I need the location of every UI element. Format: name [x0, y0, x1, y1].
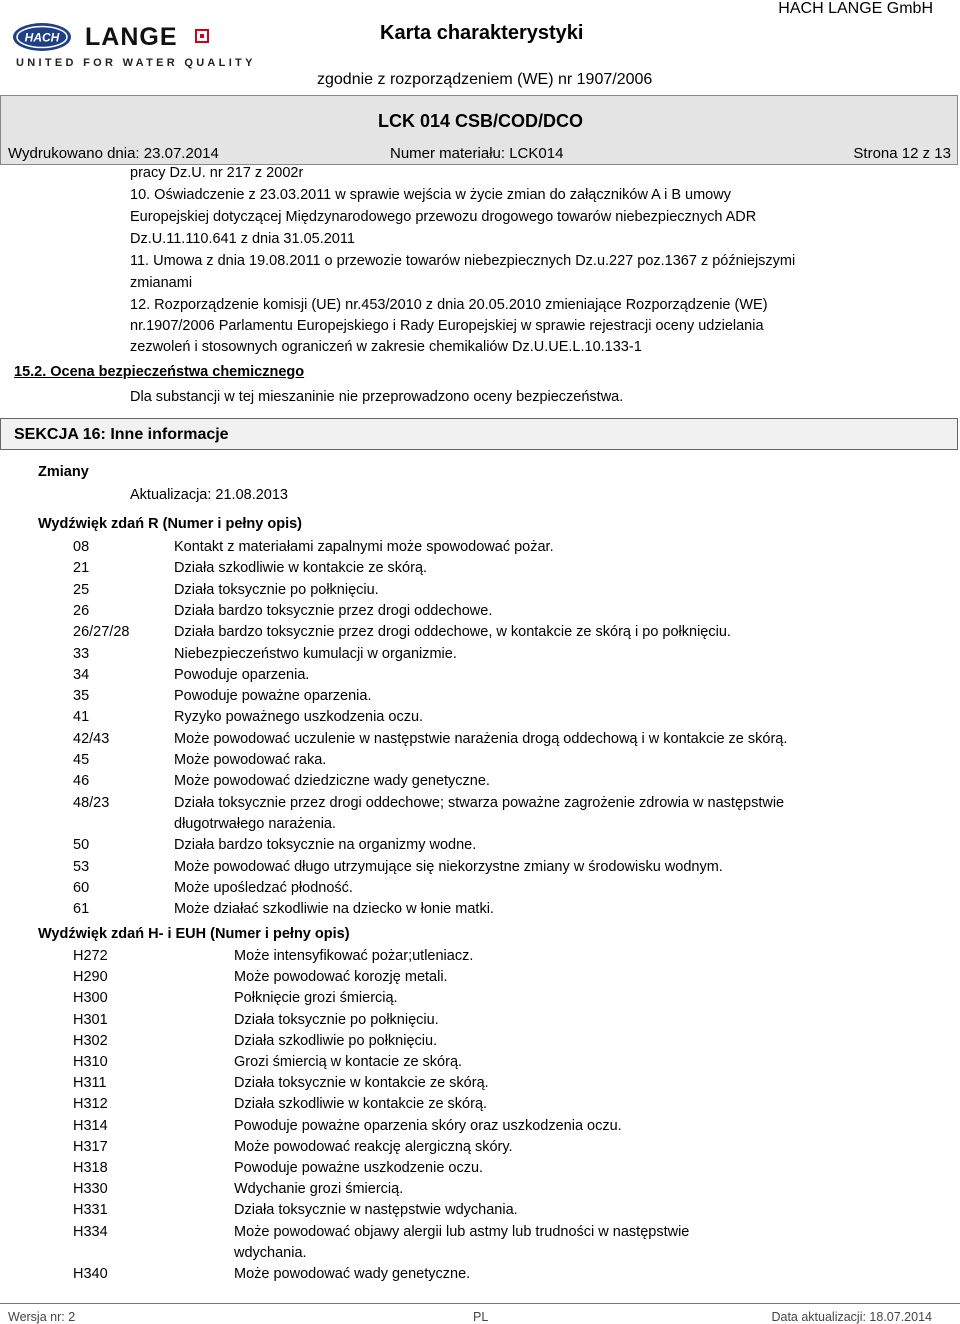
- safety-heading: 15.2. Ocena bezpieczeństwa chemicznego: [14, 364, 305, 380]
- legal-line: zmianami: [130, 275, 193, 291]
- phrase-text: Powoduje poważne oparzenia skóry oraz uszkodzenia oczu.: [234, 1117, 622, 1134]
- phrase-text: Działa toksycznie w kontakcie ze skórą.: [234, 1075, 489, 1092]
- hach-logo-text: HACH: [24, 30, 60, 45]
- phrase-code: H334: [73, 1223, 108, 1240]
- phrase-text: Działa bardzo toksycznie przez drogi oddechowe, w kontakcie ze skórą i po połknięciu.: [174, 624, 731, 641]
- phrase-text: Kontakt z materiałami zapalnymi może spowodować pożar.: [174, 539, 554, 555]
- legal-line: Europejskiej dotyczącej Międzynarodowego przewozu drogowego towarów niebezpiecznych ADR: [130, 209, 757, 225]
- phrase-code: 33: [73, 645, 90, 662]
- legal-line: 12. Rozporządzenie komisji (UE) nr.453/2010 z dnia 20.05.2010 zmieniające Rozporządzenie (WE): [130, 297, 768, 313]
- legal-line: 10. Oświadczenie z 23.03.2011 w sprawie wejścia w życie zmian do załączników A i B umowy: [130, 187, 731, 203]
- phrase-text: Działa szkodliwie po połknięciu.: [234, 1032, 438, 1049]
- phrase-text: Działa toksycznie po połknięciu.: [174, 581, 379, 598]
- phrase-text: Może powodować dziedziczne wady genetyczne.: [174, 773, 490, 790]
- phrase-code: 53: [73, 858, 90, 875]
- phrase-code: 61: [73, 901, 90, 918]
- phrase-code: H272: [73, 948, 108, 964]
- phrase-text: Grozi śmiercią w kontacie ze skórą.: [234, 1054, 463, 1070]
- phrase-text: Działa bardzo toksycznie przez drogi oddechowe.: [174, 602, 493, 619]
- phrase-code: H310: [73, 1054, 108, 1070]
- phrase-code: H302: [73, 1032, 108, 1049]
- phrase-code: H312: [73, 1096, 108, 1113]
- legal-line: zezwoleń i stosownych ograniczeń w zakresie chemikaliów Dz.U.UE.L.10.133-1: [130, 339, 642, 355]
- phrase-code: H301: [73, 1011, 108, 1028]
- phrase-code: 42/43: [73, 730, 110, 747]
- phrase-text: Wdychanie grozi śmiercią.: [234, 1181, 404, 1198]
- footer-language: PL: [473, 1310, 489, 1324]
- phrase-text: Ryzyko poważnego uszkodzenia oczu.: [174, 709, 424, 726]
- phrase-text: Może powodować objawy alergii lub astmy lub trudności w następstwie: [234, 1223, 690, 1240]
- phrase-code: 41: [73, 709, 90, 726]
- phrase-code: H300: [73, 990, 108, 1007]
- section-title: SEKCJA 16: Inne informacje: [14, 426, 229, 443]
- tagline: UNITED FOR WATER QUALITY: [16, 57, 256, 69]
- phrase-code: 25: [73, 581, 90, 598]
- phrase-code: 50: [73, 837, 90, 854]
- page-number: Strona 12 z 13: [853, 145, 951, 162]
- footer-divider: [0, 1303, 960, 1304]
- phrase-text: Może intensyfikować pożar;utleniacz.: [234, 948, 474, 964]
- phrase-text: Działa toksycznie w następstwie wdychania.: [234, 1202, 518, 1219]
- phrase-text-continued: wdychania.: [234, 1244, 307, 1261]
- phrase-code: H314: [73, 1117, 108, 1134]
- phrase-code: 60: [73, 879, 90, 896]
- changes-label: Zmiany: [38, 464, 89, 480]
- regulation-subtitle: zgodnie z rozporządzeniem (WE) nr 1907/2006: [317, 71, 653, 88]
- phrase-text: Powoduje poważne oparzenia.: [174, 688, 372, 705]
- phrase-text: Może powodować raka.: [174, 752, 327, 768]
- legal-line: nr.1907/2006 Parlamentu Europejskiego i Rady Europejskiej w sprawie rejestracji oceny udzielania: [130, 318, 764, 334]
- phrase-code: H311: [73, 1075, 107, 1092]
- phrase-code: 48/23: [73, 794, 110, 811]
- phrase-code: 26: [73, 602, 90, 619]
- legal-line: 11. Umowa z dnia 19.08.2011 o przewozie towarów niebezpiecznych Dz.u.227 poz.1367 z późniejszymi: [130, 253, 796, 269]
- phrase-text: Połknięcie grozi śmiercią.: [234, 990, 398, 1007]
- phrase-text: Działa szkodliwie w kontakcie ze skórą.: [234, 1096, 488, 1113]
- phrase-text: Niebezpieczeństwo kumulacji w organizmie.: [174, 645, 457, 662]
- h-phrases-heading: Wydźwięk zdań H- i EUH (Numer i pełny opis): [38, 926, 350, 942]
- phrase-text: Może powodować wady genetyczne.: [234, 1266, 471, 1282]
- phrase-text: Może upośledzać płodność.: [174, 879, 353, 896]
- legal-line: pracy Dz.U. nr 217 z 2002r: [130, 165, 304, 181]
- phrase-code: H330: [73, 1181, 108, 1198]
- phrase-text: Działa szkodliwie w kontakcie ze skórą.: [174, 560, 428, 577]
- company-name: HACH LANGE GmbH: [778, 0, 933, 17]
- update-date: Aktualizacja: 21.08.2013: [130, 487, 288, 503]
- phrase-code: H290: [73, 969, 108, 986]
- phrase-text: Może powodować długo utrzymujące się niekorzystne zmiany w środowisku wodnym.: [174, 858, 723, 875]
- phrase-code: 46: [73, 773, 90, 790]
- legal-line: Dz.U.11.110.641 z dnia 31.05.2011: [130, 231, 355, 247]
- phrase-text: Może działać szkodliwie na dziecko w łonie matki.: [174, 901, 494, 918]
- printed-date: Wydrukowano dnia: 23.07.2014: [8, 145, 219, 162]
- phrase-text: Powoduje poważne uszkodzenie oczu.: [234, 1160, 484, 1176]
- phrase-text: Działa toksycznie po połknięciu.: [234, 1011, 439, 1028]
- safety-text: Dla substancji w tej mieszaninie nie przeprowadzono oceny bezpieczeństwa.: [130, 389, 624, 405]
- hach-logo: [12, 22, 72, 52]
- phrase-text-continued: długotrwałego narażenia.: [174, 815, 337, 832]
- phrase-text: Działa bardzo toksycznie na organizmy wodne.: [174, 837, 477, 854]
- product-name: LCK 014 CSB/COD/DCO: [378, 111, 584, 131]
- phrase-code: 34: [73, 666, 90, 683]
- footer-update-date: Data aktualizacji: 18.07.2014: [771, 1310, 932, 1324]
- phrase-text: Może powodować uczulenie w następstwie narażenia drogą oddechową i w kontakcie ze skórą.: [174, 730, 788, 747]
- phrase-text: Powoduje oparzenia.: [174, 666, 310, 683]
- r-phrases-heading: Wydźwięk zdań R (Numer i pełny opis): [38, 516, 302, 532]
- phrase-code: 08: [73, 539, 90, 555]
- phrase-code: 45: [73, 752, 90, 768]
- material-number: Numer materiału: LCK014: [390, 145, 564, 162]
- phrase-code: H317: [73, 1138, 108, 1155]
- phrase-text: Działa toksycznie przez drogi oddechowe; stwarza poważne zagrożenie zdrowia w następstwie: [174, 794, 785, 811]
- phrase-code: H318: [73, 1160, 108, 1176]
- lange-mark-icon: [195, 29, 209, 43]
- phrase-code: 35: [73, 688, 90, 705]
- footer-version: Wersja nr: 2: [8, 1310, 76, 1324]
- phrase-text: Może powodować reakcję alergiczną skóry.: [234, 1138, 513, 1155]
- phrase-code: H331: [73, 1202, 108, 1219]
- document-title: Karta charakterystyki: [380, 22, 584, 44]
- phrase-code: 26/27/28: [73, 624, 130, 641]
- phrase-code: H340: [73, 1266, 108, 1282]
- lange-logo: LANGE: [85, 23, 178, 51]
- phrase-code: 21: [73, 560, 90, 577]
- phrase-text: Może powodować korozję metali.: [234, 969, 448, 986]
